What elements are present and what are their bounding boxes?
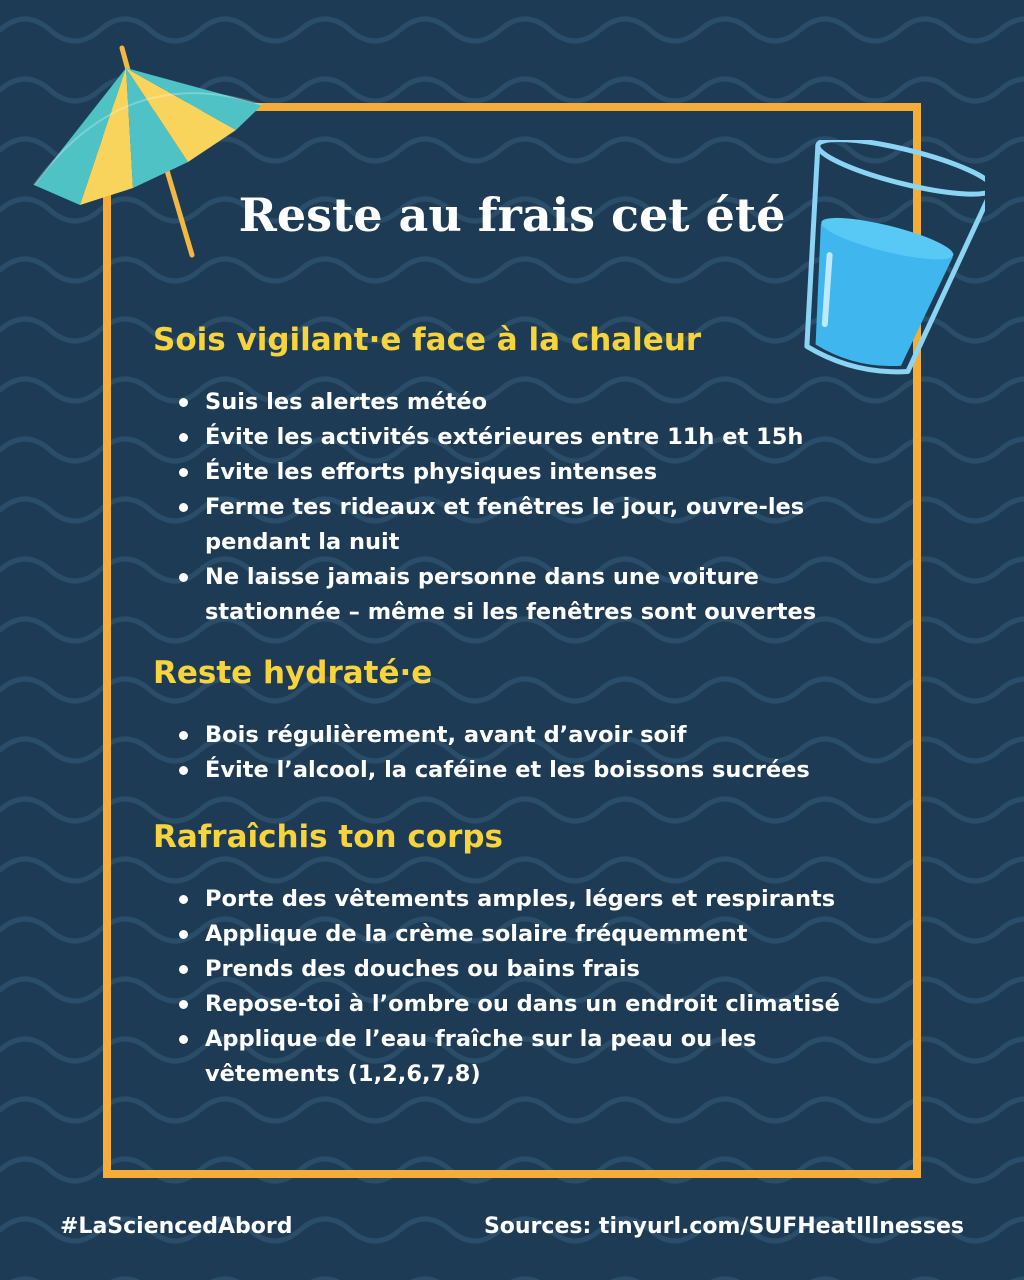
section-heading: Rafraîchis ton corps	[153, 819, 504, 855]
list-item: Évite les efforts physiques intenses	[153, 455, 883, 490]
section-vigilance	[153, 315, 883, 630]
list-item: Applique de l’eau fraîche sur la peau ou les vêtements (1,2,6,7,8)	[153, 1022, 883, 1092]
page-title: Reste au frais cet été	[238, 188, 786, 242]
section-hydration	[153, 648, 883, 788]
tips-list	[153, 882, 883, 1092]
list-item: Porte des vêtements amples, légers et respirants	[153, 882, 883, 917]
section-heading: Sois vigilant·e face à la chaleur	[153, 322, 702, 358]
list-item: Repose-toi à l’ombre ou dans un endroit climatisé	[153, 987, 883, 1022]
list-item: Bois régulièrement, avant d’avoir soif	[153, 718, 883, 753]
list-item: Suis les alertes météo	[153, 385, 883, 420]
section-heading: Reste hydraté·e	[153, 655, 433, 691]
section-cooling	[153, 812, 883, 1092]
list-item: Prends des douches ou bains frais	[153, 952, 883, 987]
hashtag-label: #LaSciencedAbord	[60, 1214, 293, 1239]
tips-list	[153, 718, 883, 788]
sources-link[interactable]: Sources: tinyurl.com/SUFHeatIllnesses	[483, 1214, 964, 1239]
tips-list	[153, 385, 883, 630]
list-item: Évite l’alcool, la caféine et les boissons sucrées	[153, 753, 883, 788]
list-item: Ne laisse jamais personne dans une voiture stationnée – même si les fenêtres sont ouvertes	[153, 560, 883, 630]
list-item: Évite les activités extérieures entre 11h et 15h	[153, 420, 883, 455]
list-item: Ferme tes rideaux et fenêtres le jour, ouvre-les pendant la nuit	[153, 490, 883, 560]
list-item: Applique de la crème solaire fréquemment	[153, 917, 883, 952]
